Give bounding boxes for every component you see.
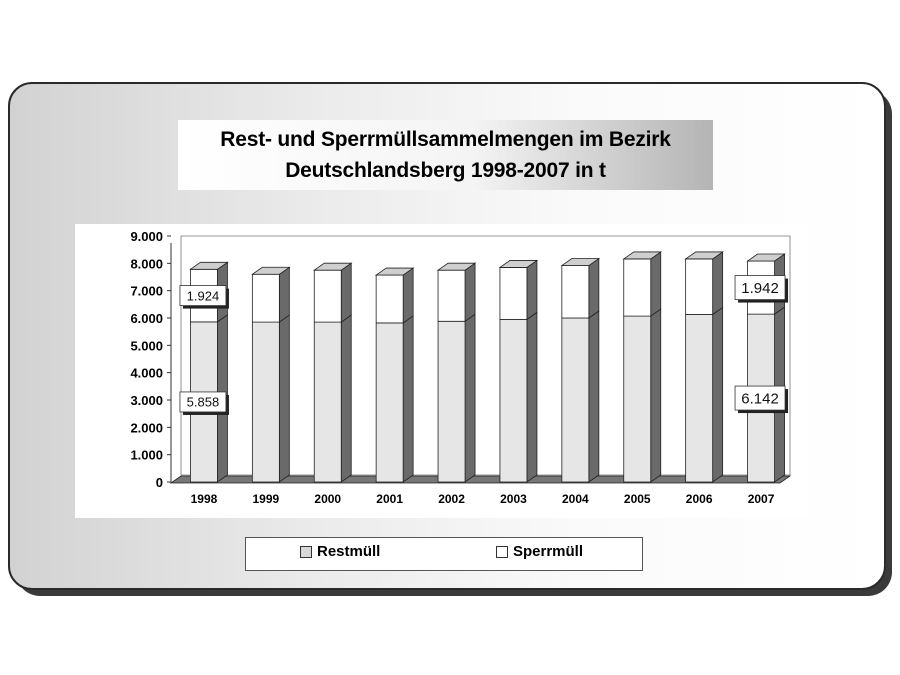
chart-title bbox=[178, 120, 713, 190]
bar-restmuell bbox=[252, 322, 279, 482]
bar-restmuell-side bbox=[279, 315, 289, 482]
data-label: 1.942 bbox=[741, 279, 779, 297]
x-tick-label: 2003 bbox=[500, 492, 527, 506]
legend-item-sperrmuell bbox=[496, 543, 583, 560]
chart-title-line-2: Deutschlandsberg 1998-2007 in t bbox=[285, 159, 606, 182]
x-tick-label: 2000 bbox=[314, 492, 342, 506]
bar-restmuell-side bbox=[403, 316, 413, 482]
bar-chart bbox=[75, 224, 809, 518]
y-tick-label: 8.000 bbox=[130, 256, 163, 272]
x-tick-label: 2007 bbox=[747, 492, 775, 506]
bar-restmuell bbox=[686, 314, 713, 482]
bar-sperrmuell bbox=[562, 266, 589, 318]
bar-restmuell-side bbox=[651, 309, 661, 482]
x-tick-label: 2005 bbox=[623, 492, 651, 506]
bar-restmuell bbox=[314, 322, 341, 482]
bar-sperrmuell bbox=[500, 267, 527, 319]
x-tick-label: 2002 bbox=[438, 492, 465, 506]
bar-restmuell-side bbox=[341, 315, 351, 482]
bar-sperrmuell-side bbox=[341, 263, 351, 322]
y-tick-label: 1.000 bbox=[130, 447, 163, 463]
bar-sperrmuell bbox=[314, 270, 341, 322]
y-tick-label: 3.000 bbox=[130, 393, 163, 408]
y-tick-label: 0 bbox=[155, 475, 163, 490]
bar-restmuell bbox=[562, 318, 589, 482]
x-tick-label: 2001 bbox=[376, 492, 404, 506]
plot-area bbox=[75, 224, 809, 518]
bar-restmuell-side bbox=[527, 312, 537, 482]
bar-sperrmuell bbox=[624, 259, 651, 316]
bar-sperrmuell-side bbox=[713, 252, 723, 314]
bar-sperrmuell bbox=[252, 274, 279, 322]
bar-sperrmuell-side bbox=[527, 260, 537, 319]
legend-label-sperrmuell: Sperrmüll bbox=[513, 543, 584, 560]
bar-restmuell bbox=[624, 316, 651, 482]
legend-label-restmuell: Restmüll bbox=[317, 543, 381, 560]
legend-item-restmuell bbox=[300, 543, 380, 560]
chart-title-line-1: Rest- und Sperrmüllsammelmengen im Bezirk bbox=[220, 128, 671, 151]
x-tick-label: 1999 bbox=[252, 492, 280, 506]
y-tick-label: 9.000 bbox=[130, 229, 163, 244]
y-tick-label: 7.000 bbox=[130, 283, 163, 299]
legend bbox=[245, 537, 643, 571]
bar-restmuell bbox=[500, 319, 527, 482]
y-tick-label: 6.000 bbox=[130, 311, 163, 326]
bar-sperrmuell-side bbox=[589, 259, 599, 318]
bar-sperrmuell-side bbox=[403, 268, 413, 323]
bar-sperrmuell-side bbox=[279, 267, 289, 322]
y-tick-label: 4.000 bbox=[130, 365, 163, 381]
bar-restmuell bbox=[376, 323, 403, 482]
bar-restmuell-side bbox=[589, 311, 599, 482]
data-label: 5.858 bbox=[186, 394, 220, 410]
bar-sperrmuell bbox=[686, 259, 713, 314]
bar-restmuell-side bbox=[465, 314, 475, 482]
data-label: 1.924 bbox=[186, 288, 220, 304]
data-label: 6.142 bbox=[741, 390, 779, 408]
x-tick-label: 2006 bbox=[685, 492, 713, 506]
bar-sperrmuell bbox=[376, 275, 403, 323]
bar-restmuell-side bbox=[713, 307, 723, 482]
legend-swatch-restmuell bbox=[300, 546, 312, 558]
y-tick-label: 5.000 bbox=[130, 338, 163, 354]
bar-restmuell bbox=[438, 321, 465, 482]
bar-sperrmuell-side bbox=[651, 252, 661, 316]
x-tick-label: 1998 bbox=[190, 492, 218, 506]
bar-sperrmuell bbox=[438, 270, 465, 321]
y-tick-label: 2.000 bbox=[130, 420, 163, 436]
x-tick-label: 2004 bbox=[561, 492, 589, 506]
bar-sperrmuell-side bbox=[465, 263, 475, 321]
legend-swatch-sperrmuell bbox=[496, 546, 508, 558]
